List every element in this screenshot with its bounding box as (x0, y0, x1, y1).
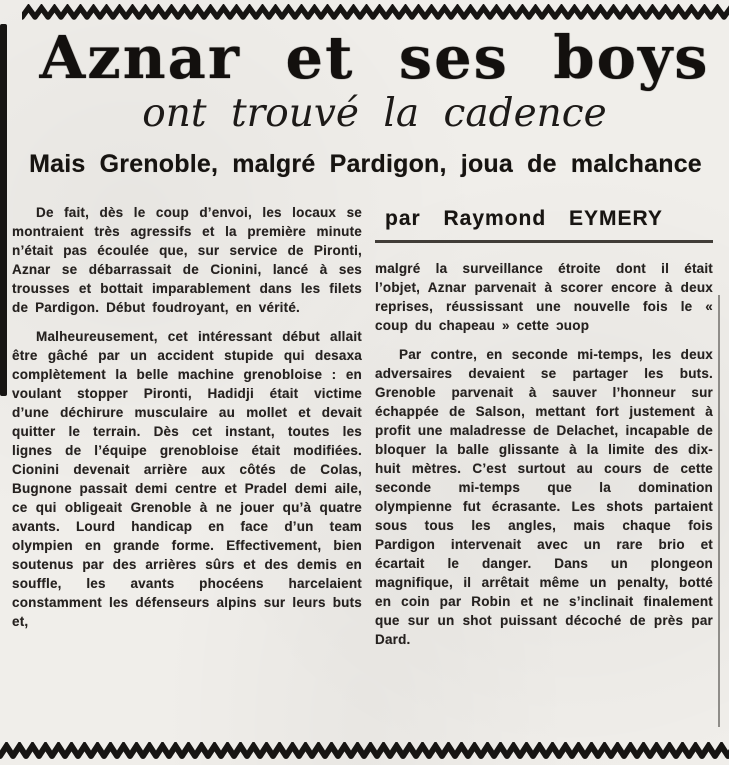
byline-block (375, 203, 713, 243)
subheadline: ont trouvé la cadence (142, 90, 607, 136)
left-edge-rule (0, 24, 7, 396)
masthead (0, 0, 729, 179)
article-paragraph: De fait, dès le coup d’envoi, les locaux se montraient très agressifs et la première minute n’était pas écoulée que, sur service de Pironti, Aznar se débarrassait de Cionini, lancé à ses trousses et bottait imparablement dans les filets de Pardigon. Début foudroyant, en vérité. (12, 204, 362, 315)
zigzag-border-bottom-icon (0, 742, 729, 760)
article-paragraph: malgré la surveillance étroite dont il était l’objet, Aznar parvenait à scorer encore à deux reprises, réussissant une nouvelle fois le « coup du chapeau » cette ɔuop (375, 260, 713, 333)
article-paragraph: Par contre, en seconde mi-temps, les deux adversaires devaient se partager les buts. Grenoble parvenait à sauver l’honneur sur échappée de Salson, mettant fort justement à profit une maladresse de Delachet, incapable de bloquer la balle glissante à la limite des dix-huit mètres. C’est surtout au cours de cette seconde mi-temps que la domination olympienne fut écrasante. Les shots partaient sous tous les angles, mais chaque fois Pardigon intervenait avec un rare brio et écartait le danger. Dans un plongeon magnifique, il arrêtait même un penalty, botté en coin par Robin et ne s’inclinait finalement que sur un shot puissant décoché de près par Dard. (375, 346, 713, 647)
article-paragraph: Malheureusement, cet intéressant début allait être gâché par un accident stupide qui desaxa complètement la belle machine grenobloise : en voulant stopper Pironti, Hadidji était victime d’une déchirure musculaire au mollet et devait quitter le terrain. Dès cet instant, toutes les lignes de l’équipe grenobloise était modifiées. Cionini devenait arrière aux côtés de Colas, Bugnone passait demi centre et Pradel demi aile, ce qui obligeait Grenoble à ne jouer qu’à quatre avants. Lourd handicap en face d’un team olympien en grande forme. Effectivement, bien soutenus par des arrières sûrs et des demis en souffle, les avants phocéens harcelaient constamment les défenseurs alpins sur leurs buts et, (12, 328, 362, 629)
right-column-rule (718, 295, 720, 727)
headline: Aznar et ses boys (39, 23, 710, 92)
zigzag-border-top-icon (22, 4, 729, 21)
right-column (375, 203, 713, 649)
byline: par Raymond EYMERY (385, 206, 663, 230)
article-body (0, 203, 729, 649)
left-column (12, 203, 362, 649)
right-column-text (375, 259, 713, 649)
deck-headline: Mais Grenoble, malgré Pardigon, joua de malchance (29, 149, 702, 178)
